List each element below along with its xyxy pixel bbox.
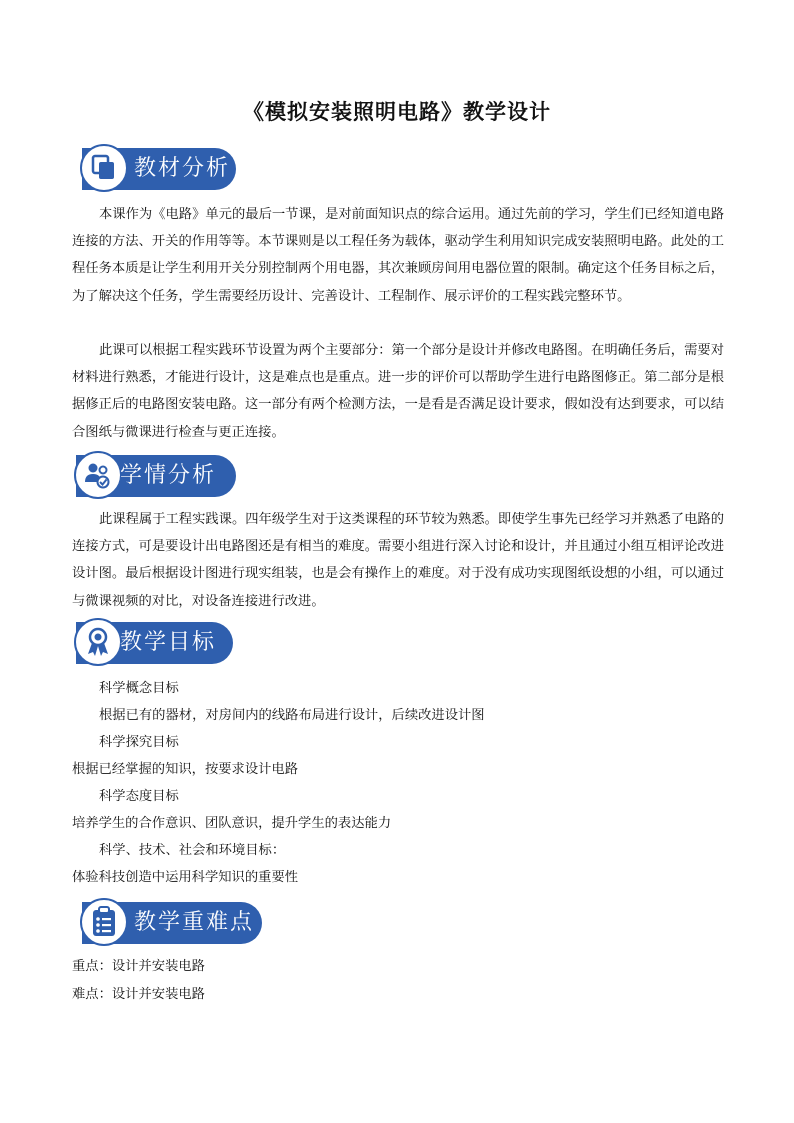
xueqing-paragraph-1: 此课程属于工程实践课。四年级学生对于这类课程的环节较为熟悉。即使学生事先已经学习并熟悉了电路的连接方式，可是要设计出电路图还是有相当的难度。需要小组进行深入讨论和设计，并且通过小组互相评论改进设计图。最后根据设计图进行现实组装，也是会有操作上的难度。对于没有成功实现图纸设想的小组，可以通过与微课视频的对比，对设备连接进行改进。 [72,512,724,609]
section-banner-zhongnan [82,902,262,944]
mubiao-line-8: 体验科技创造中运用科学知识的重要性 [72,870,299,885]
section-heading: 学情分析 [120,463,217,488]
mubiao-line-6: 培养学生的合作意识、团队意识，提升学生的表达能力 [72,816,392,831]
people-icon [74,451,122,499]
section-banner-jiaocai [82,148,236,190]
zhongdian-line: 重点：设计并安装电路 [72,959,205,974]
section-heading: 教材分析 [134,156,231,181]
mubiao-line-4: 根据已经掌握的知识，按要求设计电路 [72,762,299,777]
nandian-line: 难点：设计并安装电路 [72,987,205,1002]
checklist-clipboard-icon [80,898,128,946]
award-ribbon-icon [74,618,122,666]
jiaocai-paragraph-1: 本课作为《电路》单元的最后一节课，是对前面知识点的综合运用。通过先前的学习，学生们已经知道电路连接的方法、开关的作用等等。本节课则是以工程任务为载体，驱动学生利用知识完成安装照明电路。此处的工程任务本质是让学生利用开关分别控制两个用电器，其次兼顾房间用电器位置的限制。确定这个任务目标之后，为了解决这个任务，学生需要经历设计、完善设计、工程制作、展示评价的工程实践完整环节。 [72,207,724,304]
jiaocai-paragraph-2: 此课可以根据工程实践环节设置为两个主要部分：第一个部分是设计并修改电路图。在明确任务后，需要对材料进行熟悉，才能进行设计，这是难点也是重点。进一步的评价可以帮助学生进行电路图修正。第二部分是根据修正后的电路图安装电路。这一部分有两个检测方法，一是看是否满足设计要求，假如没有达到要求，可以结合图纸与微课进行检查与更正连接。 [72,343,724,440]
mubiao-line-5: 科学态度目标 [99,789,179,804]
documents-icon [80,144,128,192]
section-heading: 教学重难点 [134,910,255,935]
section-banner-xueqing [76,455,236,497]
mubiao-line-2: 根据已有的器材，对房间内的线路布局进行设计，后续改进设计图 [99,708,485,723]
mubiao-line-7: 科学、技术、社会和环境目标： [99,843,286,858]
page-title: 《模拟安装照明电路》教学设计 [243,99,551,124]
mubiao-line-3: 科学探究目标 [99,735,179,750]
section-banner-mubiao [76,622,233,664]
section-heading: 教学目标 [120,630,217,655]
mubiao-line-1: 科学概念目标 [99,681,179,696]
